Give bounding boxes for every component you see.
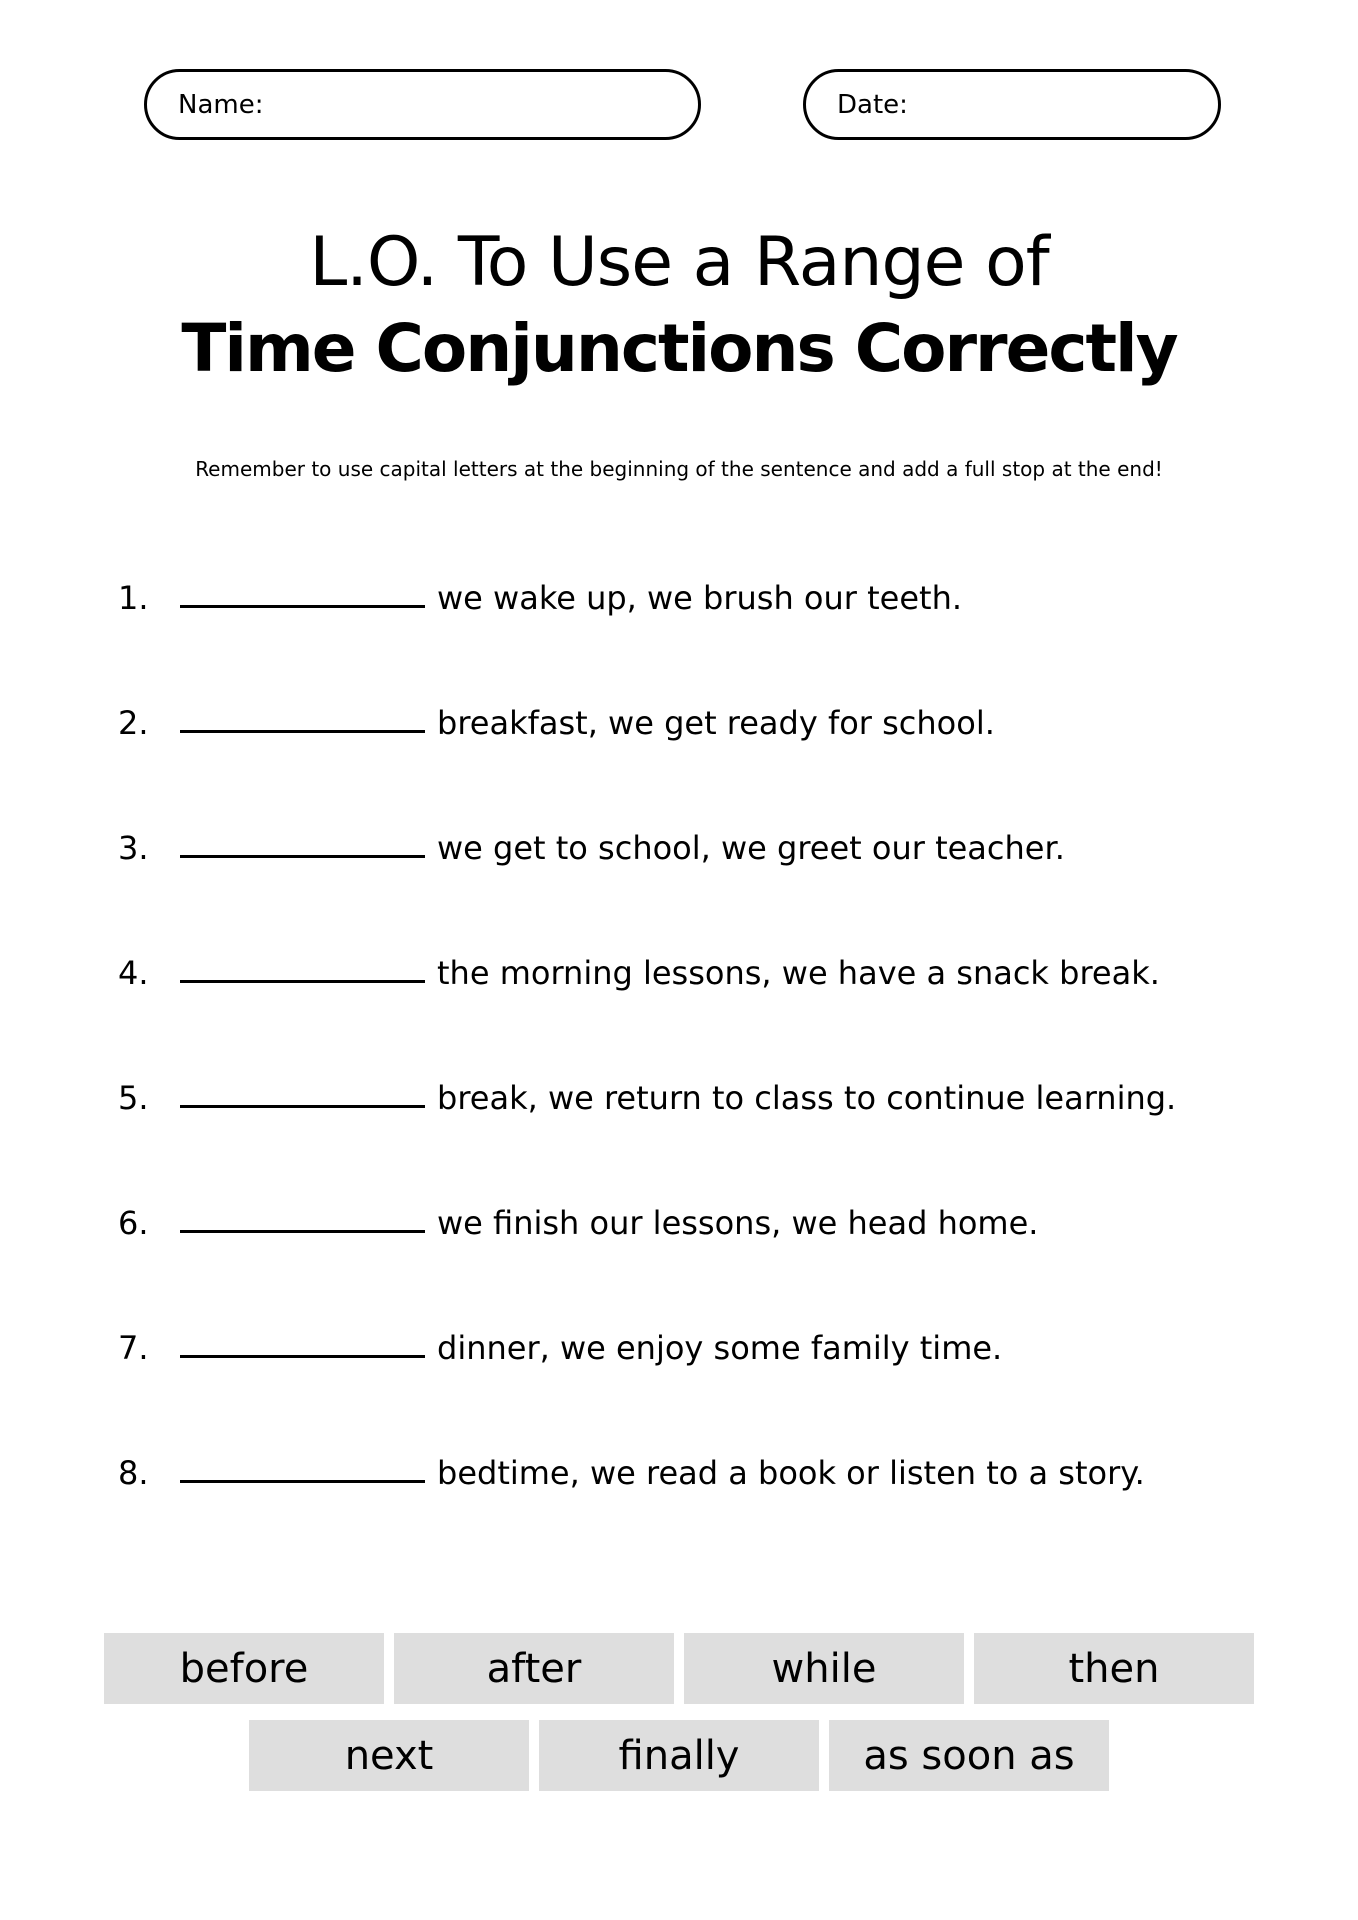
sentence-6	[118, 1195, 1338, 1320]
answer-blank[interactable]	[180, 1320, 425, 1358]
answer-blank[interactable]	[180, 1445, 425, 1483]
word-bank-row-2	[0, 1720, 1358, 1791]
sentence-4	[118, 945, 1338, 1070]
answer-blank[interactable]	[180, 945, 425, 983]
sentence-text: bedtime, we read a book or listen to a story.	[437, 1454, 1145, 1492]
word-option-after[interactable]: after	[394, 1633, 674, 1704]
word-option-before[interactable]: before	[104, 1633, 384, 1704]
sentence-7	[118, 1320, 1338, 1445]
sentence-number: 3.	[118, 829, 149, 867]
sentence-number: 8.	[118, 1454, 149, 1492]
sentence-text: we finish our lessons, we head home.	[437, 1204, 1039, 1242]
name-label: Name:	[178, 89, 264, 120]
sentence-number: 7.	[118, 1329, 149, 1367]
sentence-2	[118, 695, 1338, 820]
word-option-finally[interactable]: finally	[539, 1720, 819, 1791]
date-field[interactable]	[803, 69, 1221, 140]
word-bank-row-1	[0, 1633, 1358, 1704]
word-option-as-soon-as[interactable]: as soon as	[829, 1720, 1109, 1791]
sentence-text: breakfast, we get ready for school.	[437, 704, 995, 742]
sentence-text: the morning lessons, we have a snack break.	[437, 954, 1160, 992]
answer-blank[interactable]	[180, 1070, 425, 1108]
instruction-text: Remember to use capital letters at the beginning of the sentence and add a full stop at the end!	[195, 457, 1163, 481]
answer-blank[interactable]	[180, 820, 425, 858]
name-field[interactable]	[144, 69, 701, 140]
word-option-then[interactable]: then	[974, 1633, 1254, 1704]
sentence-number: 4.	[118, 954, 149, 992]
sentence-5	[118, 1070, 1338, 1195]
sentence-number: 5.	[118, 1079, 149, 1117]
sentence-text: dinner, we enjoy some family time.	[437, 1329, 1003, 1367]
sentence-list	[118, 570, 1338, 1570]
sentence-number: 6.	[118, 1204, 149, 1242]
sentence-1	[118, 570, 1338, 695]
answer-blank[interactable]	[180, 570, 425, 608]
sentence-text: we get to school, we greet our teacher.	[437, 829, 1065, 867]
word-option-next[interactable]: next	[249, 1720, 529, 1791]
word-option-while[interactable]: while	[684, 1633, 964, 1704]
sentence-text: break, we return to class to continue learning.	[437, 1079, 1177, 1117]
title-line-1: L.O. To Use a Range of	[309, 223, 1049, 302]
sentence-number: 1.	[118, 579, 149, 617]
answer-blank[interactable]	[180, 1195, 425, 1233]
title-line-2: Time Conjunctions Correctly	[181, 310, 1177, 387]
sentence-3	[118, 820, 1338, 945]
sentence-number: 2.	[118, 704, 149, 742]
sentence-8	[118, 1445, 1338, 1570]
answer-blank[interactable]	[180, 695, 425, 733]
sentence-text: we wake up, we brush our teeth.	[437, 579, 963, 617]
date-label: Date:	[837, 89, 908, 120]
